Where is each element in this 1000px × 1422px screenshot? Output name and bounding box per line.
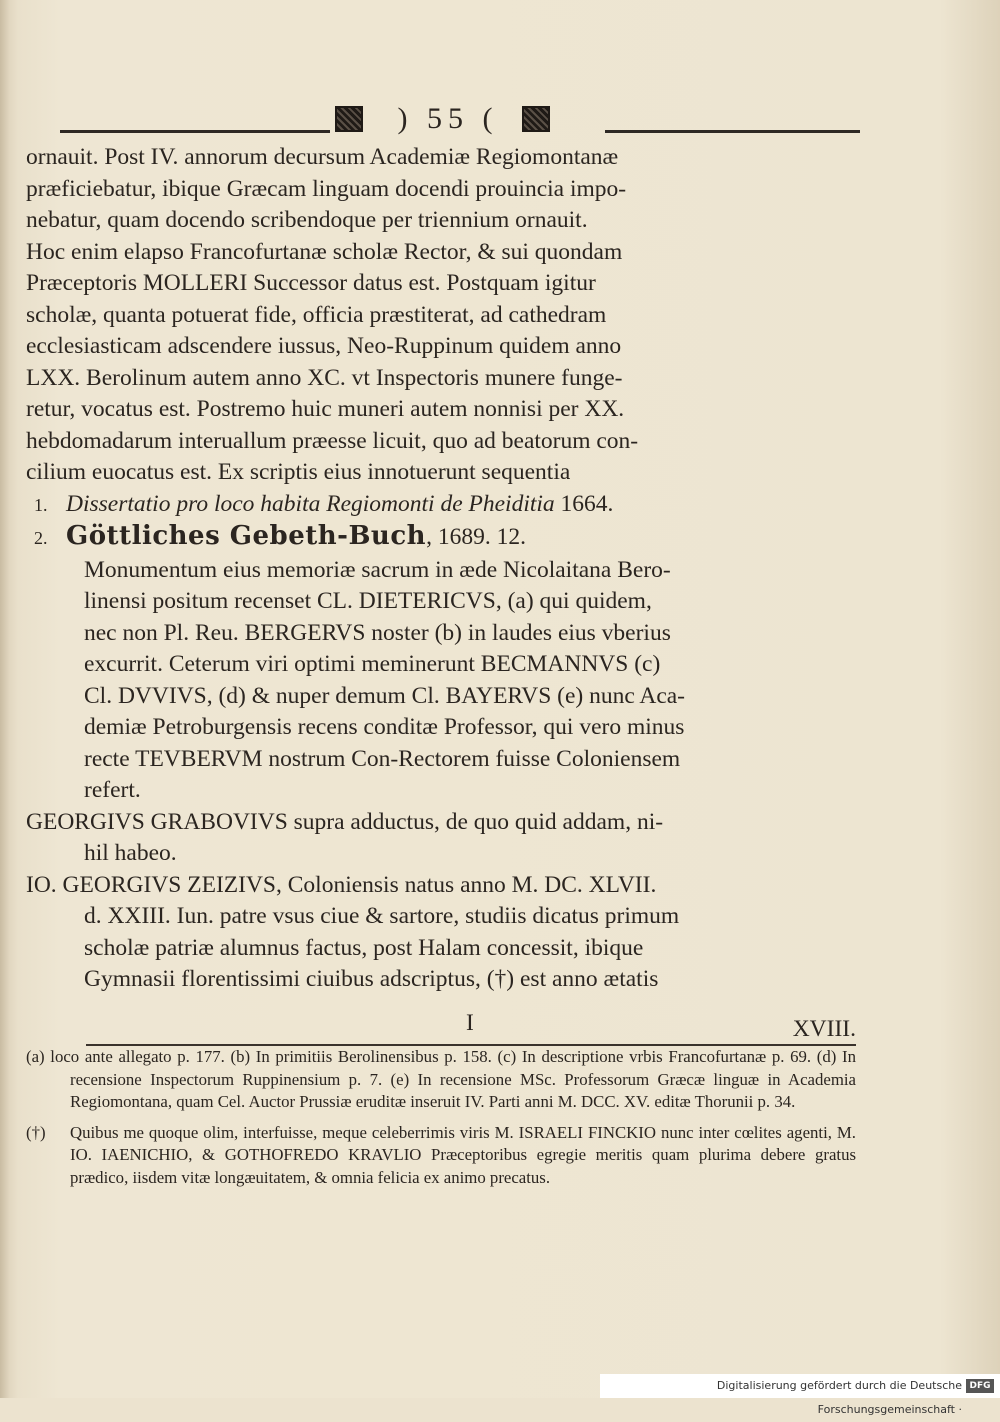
footnote	[26, 1122, 856, 1190]
text-line: GEORGIVS GRABOVIVS supra adductus, de quo quid addam, ni-	[26, 808, 664, 835]
list-item	[26, 489, 858, 522]
text-line: demiæ Petroburgensis recens conditæ Professor, qui vero minus	[84, 714, 685, 740]
text-line: ecclesiasticam adscendere iussus, Neo-Ruppinum quidem anno	[26, 333, 622, 359]
digitization-credit: Digitalisierung gefördert durch die Deutsche Forschungsgemeinschaft ·	[600, 1374, 1000, 1398]
page-header	[60, 100, 860, 140]
text-line: ornauit. Post IV. annorum decursum Academiæ Regiomontanæ	[26, 144, 619, 170]
list-number: 2.	[34, 528, 48, 548]
signature-mark: I	[466, 1010, 474, 1036]
text-line: Præceptoris MOLLERI Successor datus est. Postquam igitur	[26, 270, 596, 296]
text-line: Cl. DVVIVS, (d) & nuper demum Cl. BAYERVS (e) nunc Aca-	[84, 682, 686, 709]
work-title: Dissertatio pro loco habita Regiomonti de Pheiditia	[66, 490, 555, 517]
header-rule-left	[60, 130, 330, 133]
text-line: nec non Pl. Reu. BERGERVS noster (b) in laudes eius vberius	[84, 619, 671, 646]
text-line: excurrit. Ceterum viri optimi meminerunt BECMANNVS (c)	[84, 651, 661, 677]
text-line: Gymnasii florentissimi ciuibus adscriptus, (†) est anno ætatis	[84, 966, 659, 992]
text-line: scholæ, quanta potuerat fide, officia præstiterat, ad cathedram	[26, 301, 607, 328]
ornament-left-icon	[335, 106, 363, 132]
work-year: , 1689. 12.	[426, 524, 526, 550]
text-line: hil habeo.	[84, 840, 177, 866]
catchword: XVIII.	[792, 1016, 856, 1042]
text-line: refert.	[84, 777, 141, 803]
text-line: recte TEVBERVM nostrum Con-Rectorem fuisse Coloniensem	[84, 745, 681, 772]
main-text	[26, 142, 858, 996]
text-line: d. XXIII. Iun. patre vsus ciue & sartore, studiis dicatus primum	[84, 903, 680, 929]
footnote-text: Quibus me quoque olim, interfuisse, meque celeberrimis viris M. ISRAELI FINCKIO nunc inter cœlites agenti, M. IO. IAENICHIO, & GOTHOFREDO KRAVLIO Præceptoribus egregie meritis quam plurima debere gratus prædico, iisdem vitæ longæuitatem, & omnia felicia ex animo precatus.	[70, 1122, 856, 1187]
catchword-line	[86, 1006, 856, 1046]
footnote-mark: (†)	[26, 1122, 46, 1142]
footnote: (a) loco ante allegato p. 177. (b) In primitiis Berolinensibus p. 158. (c) In descriptione vrbis Francofurtanæ p. 69. (d) In recensione Inspectorum Ruppinensium p. 7. (e) In recensione MSc. Professorum Græcæ linguæ in Academia Regiomontana, quam Cel. Auctor Prussiæ eruditæ inseruit IV. Parti anni M. DCC. XV. editæ Thorunii p. 34.	[26, 1047, 856, 1111]
text-line: retur, vocatus est. Postremo huic muneri autem nonnisi per XX.	[26, 396, 625, 422]
text-line: Hoc enim elapso Francofurtanæ scholæ Rector, & sui quondam	[26, 238, 623, 265]
text-line: linensi positum recenset CL. DIETERICVS, (a) qui quidem,	[84, 588, 652, 614]
ornament-right-icon	[522, 106, 550, 132]
text-line: hebdomadarum interuallum præesse licuit, quo ad beatorum con-	[26, 427, 639, 454]
list-number: 1.	[34, 494, 48, 515]
footnotes	[26, 1046, 856, 1197]
page-number: ) 55 (	[397, 102, 499, 135]
text-line: IO. GEORGIVS ZEIZIVS, Coloniensis natus anno M. DC. XLVII.	[26, 871, 657, 898]
list-item	[26, 521, 858, 555]
text-line: LXX. Berolinum autem anno XC. vt Inspectoris munere funge-	[26, 364, 623, 391]
work-title: Göttliches Gebeth-Buch	[66, 521, 427, 551]
page-edge	[0, 0, 10, 1398]
header-rule-right	[605, 130, 860, 133]
work-year: 1664.	[560, 490, 614, 517]
dfg-logo-icon: DFG	[966, 1379, 994, 1393]
text-line: scholæ patriæ alumnus factus, post Halam concessit, ibique	[84, 934, 644, 961]
text-line: cilium euocatus est. Ex scriptis eius innotuerunt sequentia	[26, 459, 571, 485]
text-line: Monumentum eius memoriæ sacrum in æde Nicolaitana Bero-	[84, 556, 671, 583]
text-line: nebatur, quam docendo scribendoque per triennium ornauit.	[26, 207, 588, 233]
text-line: præficiebatur, ibique Græcam linguam docendi prouincia impo-	[26, 175, 627, 202]
